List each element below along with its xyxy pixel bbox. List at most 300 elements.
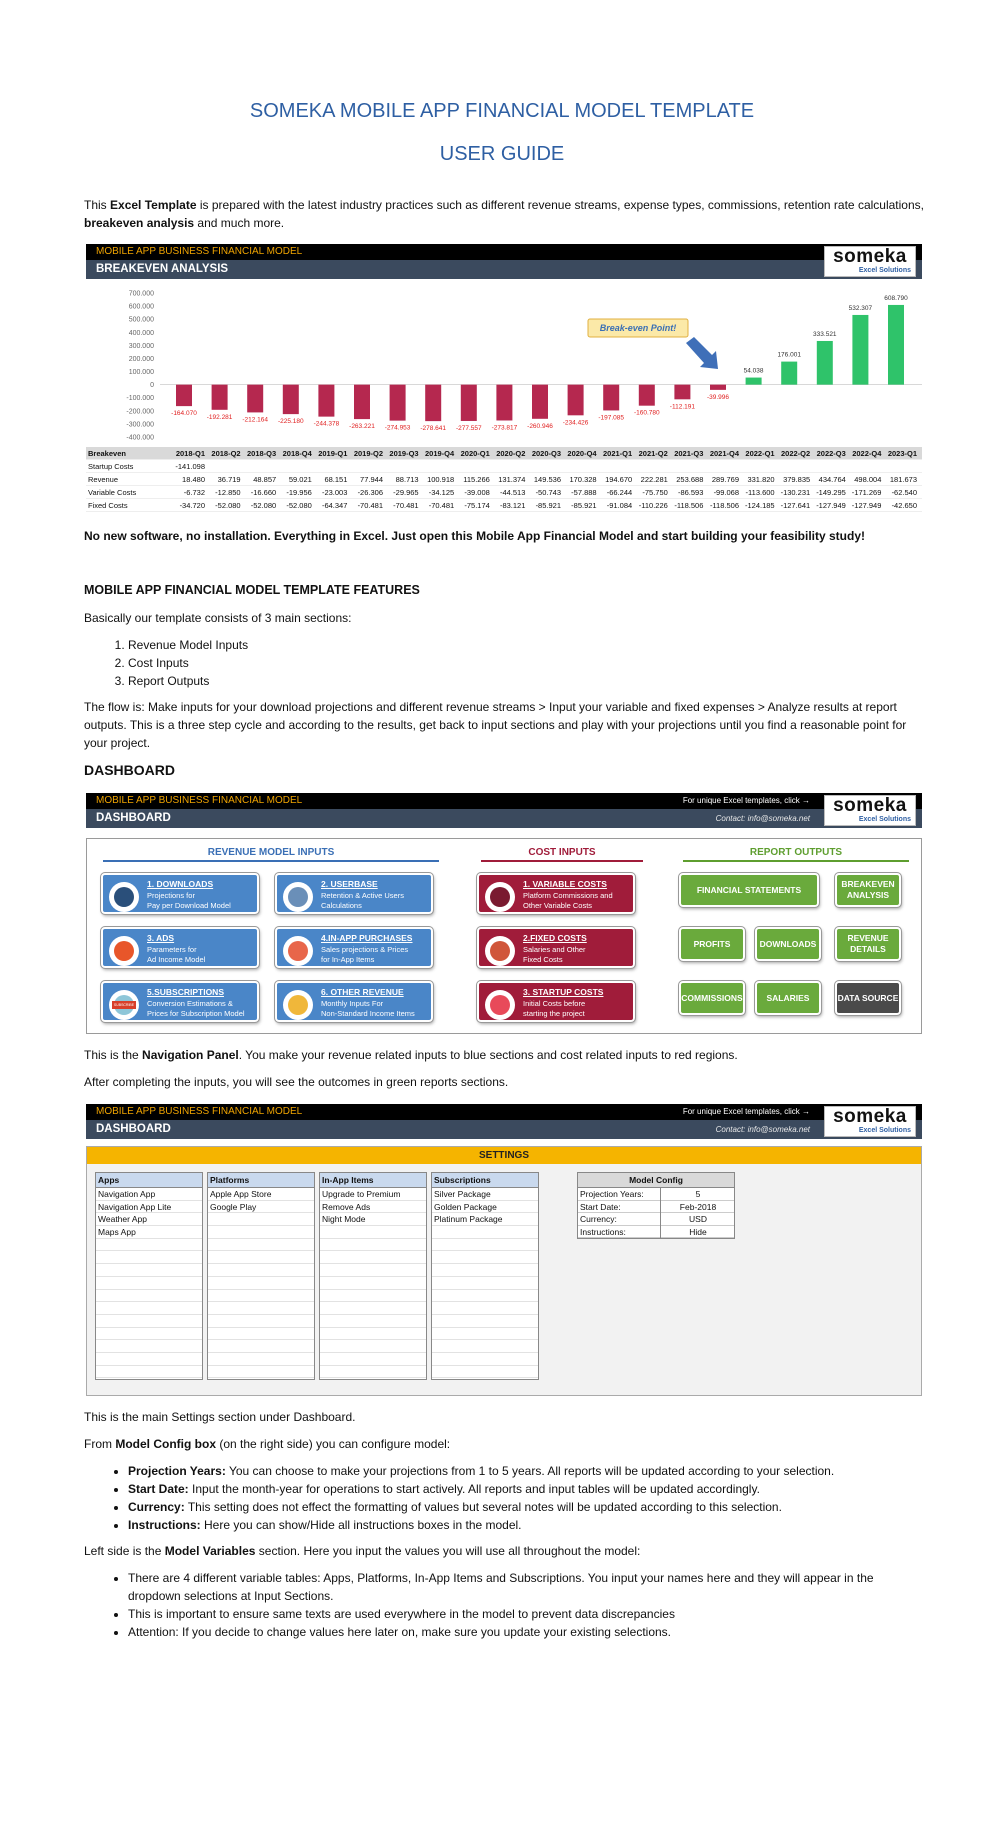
intro-text: is prepared with the latest industry practices such as different revenue streams, expense types, commissions, retention rate calculations, [199,198,924,212]
downloads-tile[interactable] [101,873,259,914]
chart-bar [817,341,833,385]
bar-value-label: -197.085 [598,414,625,422]
tile-subtitle: Initial Costs before starting the project [523,999,586,1018]
bar-value-label: -234.426 [562,419,589,427]
bar-value-label: 333.521 [813,330,837,338]
table-header-cell: 2023-Q1 [887,449,917,458]
in-app-purchases-tile[interactable] [275,927,433,968]
variable-table-cell[interactable]: Silver Package [432,1188,538,1201]
model-config-header: Model Config [578,1173,734,1188]
logo-main-text: someka [833,246,907,267]
variable-table-cell[interactable]: Weather App [96,1213,202,1226]
y-tick-label: 200.000 [128,355,154,363]
tile-title: 2. USERBASE [321,879,378,889]
table-row [86,486,922,499]
table-cell: -16.660 [250,488,277,497]
navigation-panel [86,838,922,1034]
variable-table-cell[interactable] [320,1251,426,1264]
users-icon [283,882,313,912]
table-cell: -127.949 [851,501,882,510]
table-cell: -110.226 [638,501,668,510]
table-cell: -23.003 [321,488,348,497]
table-cell: -62.540 [891,488,917,497]
table-header-cell: 2019-Q4 [425,449,455,458]
y-tick-label: 400.000 [128,329,154,337]
chart-bar [852,315,868,385]
variable-table-apps [95,1172,203,1380]
chart-bar [496,385,512,421]
chart-bar [888,305,904,385]
intro-bold-breakeven: breakeven analysis [84,216,195,230]
cloud-download-icon [109,882,139,912]
table-row [86,473,922,486]
table-cell: -83.121 [499,501,526,510]
variable-table-cell[interactable]: Navigation App [96,1188,202,1201]
table-cell: -34.125 [428,488,455,497]
banner-top-text: MOBILE APP BUSINESS FINANCIAL MODEL [96,795,303,806]
table-cell: 68.151 [324,475,348,484]
variable-table-cell[interactable] [320,1315,426,1328]
tile-title: 5.SUBSCRIPTIONS [147,987,224,997]
chart-bar [674,385,690,400]
table-cell: 131.374 [498,475,526,484]
table-header-cell: 2021-Q4 [709,449,739,458]
table-header-cell: 2020-Q3 [531,449,561,458]
table-cell: 48.857 [253,475,277,484]
table-cell: -85.921 [571,501,597,510]
variable-table-cell[interactable] [320,1290,426,1303]
table-cell: -171.269 [851,488,882,497]
table-header-cell: 2018-Q3 [247,449,277,458]
variable-costs-tile[interactable] [477,873,635,914]
banner-bottom-text: BREAKEVEN ANALYSIS [96,263,229,275]
table-header-cell: 2019-Q1 [318,449,348,458]
doc-subtitle: USER GUIDE [439,143,565,165]
chart-bar [318,385,334,417]
variable-table-cell[interactable] [432,1302,538,1315]
arrow-icon [686,337,718,369]
table-cell: 222.281 [640,475,668,484]
variable-table-cell[interactable] [432,1290,538,1303]
variable-table-cell[interactable] [432,1277,538,1290]
someka-logo [824,246,916,277]
banner-bottom-text: DASHBOARD [96,812,171,824]
table-cell: -26.306 [357,488,383,497]
tile-title: 1. VARIABLE COSTS [523,879,607,889]
table-cell: -66.244 [606,488,633,497]
variable-table-cell[interactable] [208,1366,314,1379]
bar-value-label: -278.641 [420,425,447,433]
list-item: • This is important to ensure same texts are used everywhere in the model to prevent data discrepancies [128,1605,906,1623]
model-config-value[interactable]: Hide [660,1226,735,1239]
doc-title: SOMEKA MOBILE APP FINANCIAL MODEL TEMPLATE [249,100,755,122]
table-cell: -118.506 [709,501,739,510]
report-outputs-heading: REPORT OUTPUTS [683,847,909,862]
y-tick-label: 700.000 [128,290,154,298]
table-row [86,460,922,473]
table-cell: -42.650 [891,501,917,510]
variable-table-cell[interactable]: Night Mode [320,1213,426,1226]
bar-value-label: 176.001 [777,351,801,359]
chart-bar [176,385,192,406]
table-cell: -70.481 [357,501,383,510]
variable-table-cell[interactable] [96,1290,202,1303]
logo-sub-text: Excel Solutions [858,1127,911,1134]
bar-value-label: 54.038 [743,367,764,375]
table-cell: -34.720 [179,501,205,510]
banner-top [86,244,922,260]
variable-table-cell[interactable] [432,1340,538,1353]
table-cell: 379.835 [783,475,811,484]
table-row-label: Fixed Costs [88,501,128,510]
table-cell: -57.888 [571,488,597,497]
table-cell: 59.021 [288,475,312,484]
variable-table-cell[interactable] [432,1239,538,1252]
y-tick-label: -100.000 [126,395,154,403]
contact-text: Contact: info@someka.net [715,814,810,823]
bar-value-label: 608.790 [884,294,908,302]
table-cell: -29.965 [393,488,419,497]
list-item: • Attention: If you decide to change values here later on, make sure you update your existing selections. [128,1623,906,1641]
variable-table-cell[interactable] [208,1226,314,1239]
list-item: • There are 4 different variable tables: Apps, Platforms, In-App Items and Subscriptions. You input your names here and they will appear in the dropdown selections at Input Sections. [128,1569,906,1605]
model-config-row [578,1213,734,1226]
table-cell: 170.328 [569,475,597,484]
variable-table-cell[interactable] [208,1353,314,1366]
variable-table-cell[interactable]: Platinum Package [432,1213,538,1226]
variable-table-in-app-items [319,1172,427,1380]
shopping-basket-icon [283,936,313,966]
settings-paragraph-3: Left side is the Model Variables section. Here you input the values you will use all throughout the model: [84,1544,641,1558]
chart-bar [639,385,655,406]
banner-bottom-text: DASHBOARD [96,1123,171,1135]
banner-top [86,1104,922,1120]
table-cell: 88.713 [395,475,419,484]
bar-value-label: -212.164 [242,416,269,424]
table-row [86,499,922,512]
variable-table-cell[interactable] [208,1290,314,1303]
breakeven-banner [86,244,922,279]
variable-table-cell[interactable] [208,1213,314,1226]
dashboard-banner [86,793,922,828]
downloads-button[interactable]: DOWNLOADS [755,927,821,961]
promo-link[interactable]: For unique Excel templates, click → [682,1107,810,1116]
list-item: 1. Revenue Model Inputs [128,636,906,654]
someka-logo[interactable] [824,795,916,826]
list-item: 2. Cost Inputs [128,654,906,672]
table-cell: -52.080 [215,501,241,510]
table-cell: -130.231 [780,488,811,497]
chart-bar [354,385,370,419]
tile-subtitle: Projections for Pay per Download Model [147,891,231,910]
table-header-cell: 2022-Q2 [781,449,811,458]
table-cell: 194.670 [605,475,633,484]
table-cell: -19.956 [286,488,312,497]
coins-icon [283,990,313,1020]
variable-table-cell[interactable] [208,1239,314,1252]
y-tick-label: 0 [150,382,154,390]
data-source-button[interactable]: DATA SOURCE [835,981,901,1015]
breakeven-chart-svg [86,285,922,445]
variable-table-cell[interactable] [96,1277,202,1290]
model-config-label: Start Date: [580,1201,621,1212]
tile-title: 6. OTHER REVENUE [321,987,404,997]
variable-table-cell[interactable]: Remove Ads [320,1201,426,1214]
table-cell: 289.769 [711,475,739,484]
table-cell: -127.641 [780,501,811,510]
tile-title: 3. ADS [147,933,175,943]
table-cell: -70.481 [393,501,419,510]
variable-table-cell[interactable] [96,1366,202,1379]
variable-table-cell[interactable]: Navigation App Lite [96,1201,202,1214]
variable-table-cell[interactable] [320,1366,426,1379]
variable-table-cell[interactable] [96,1302,202,1315]
tile-subtitle: Salaries and Other Fixed Costs [523,945,586,964]
bar-value-label: -263.221 [349,423,375,431]
bar-value-label: -244.378 [313,420,340,428]
startup-costs-tile[interactable] [477,981,635,1022]
table-cell: -50.743 [535,488,561,497]
config-bullets [106,1462,906,1534]
model-config-bold: Model Config box [115,1437,216,1451]
y-tick-label: 600.000 [128,303,154,311]
variable-table-cell[interactable] [96,1251,202,1264]
tile-title: 1. DOWNLOADS [147,879,214,889]
settings-banner [86,1104,922,1139]
variable-table-cell[interactable] [432,1328,538,1341]
profits-button[interactable]: PROFITS [679,927,745,961]
model-config-row [578,1201,734,1214]
table-cell: 149.536 [533,475,561,484]
table-cell: 498.004 [854,475,882,484]
table-cell: 100.918 [427,475,455,484]
table-cell: -75.750 [642,488,668,497]
table-header-cell: 2019-Q3 [389,449,419,458]
y-tick-label: 300.000 [128,342,154,350]
table-row-label: Startup Costs [88,462,134,471]
table-cell: -91.084 [606,501,633,510]
bar-value-label: -225.180 [277,418,304,426]
logo-main-text: someka [833,795,907,816]
cash-register-icon [485,936,515,966]
userbase-tile[interactable] [275,873,433,914]
financial-statements-button[interactable]: FINANCIAL STATEMENTS [679,873,819,907]
banner-bottom [86,1120,922,1139]
y-tick-label: -400.000 [126,434,154,442]
table-cell: 331.820 [747,475,775,484]
table-cell: -113.600 [745,488,775,497]
list-item: • Projection Years: You can choose to make your projections from 1 to 5 years. All reports will be updated according to your selection. [128,1462,906,1480]
tile-subtitle: Sales projections & Prices for In-App Items [321,945,409,964]
nav-paragraph: This is the Navigation Panel. You make your revenue related inputs to blue sections and cost related inputs to red regions. [84,1048,738,1062]
table-header-cell: 2022-Q4 [852,449,882,458]
table-header-cell: 2018-Q2 [211,449,241,458]
subscribe-badge-text: SUBSCRIBE [113,1003,135,1007]
bar-value-label: -160.780 [633,409,660,417]
bar-value-label: -112.191 [669,403,695,411]
variable-table-platforms [207,1172,315,1380]
y-tick-label: 500.000 [128,316,154,324]
intro-prefix: This [84,198,107,212]
table-cell: -85.921 [535,501,561,510]
revenue-details-button[interactable]: REVENUE DETAILS [835,927,901,961]
variable-table-cell[interactable] [320,1277,426,1290]
bar-value-label: -277.557 [455,424,482,432]
breakeven-analysis-button[interactable]: BREAKEVEN ANALYSIS [835,873,901,907]
table-cell: -124.185 [744,501,775,510]
table-cell: 253.688 [676,475,704,484]
megaphone-icon [109,936,139,966]
table-header-cell: 2021-Q2 [638,449,668,458]
chart-bar [568,385,584,416]
banner-top-text: MOBILE APP BUSINESS FINANCIAL MODEL [96,1106,303,1117]
logo-main-text: someka [833,1106,907,1127]
table-cell: 77.944 [360,475,383,484]
variable-table-cell[interactable] [96,1264,202,1277]
variable-table-cell[interactable] [208,1340,314,1353]
table-cell: -149.295 [816,488,846,497]
table-cell: -52.080 [250,501,277,510]
variable-table-cell[interactable] [320,1353,426,1366]
list-item: • Currency: This setting does not effect the formatting of values but several notes will be updated according to this selection. [128,1498,906,1516]
variable-table-cell[interactable] [320,1302,426,1315]
tile-title: 2.FIXED COSTS [523,933,587,943]
rocket-icon [485,990,515,1020]
chart-bar [212,385,228,410]
fixed-costs-tile[interactable] [477,927,635,968]
list-item: 3. Report Outputs [128,672,906,690]
variable-table-cell[interactable] [320,1239,426,1252]
variable-table-cell[interactable]: Apple App Store [208,1188,314,1201]
variable-table-cell[interactable] [432,1251,538,1264]
chart-bar [461,385,477,421]
tile-subtitle: Platform Commissions and Other Variable Costs [523,891,613,910]
variable-table-cell[interactable] [208,1264,314,1277]
variable-table-cell[interactable] [432,1315,538,1328]
model-config-value[interactable]: USD [660,1213,735,1226]
salaries-button[interactable]: SALARIES [755,981,821,1015]
model-variables-bold: Model Variables [164,1544,256,1558]
variable-table-cell[interactable] [96,1353,202,1366]
table-header-cell: 2021-Q3 [674,449,704,458]
bar-value-label: -164.070 [171,410,197,418]
list-item: • Instructions: Here you can show/Hide all instructions boxes in the model. [128,1516,906,1534]
chart-bar [247,385,263,413]
variable-table-cell[interactable]: Upgrade to Premium [320,1188,426,1201]
table-cell: -64.347 [321,501,348,510]
variable-table-subscriptions [431,1172,539,1380]
table-header-cell: 2022-Q3 [816,449,846,458]
chart-bar [532,385,548,419]
variable-table-cell[interactable] [432,1353,538,1366]
variable-table-cell[interactable] [208,1277,314,1290]
variable-table-cell[interactable] [208,1302,314,1315]
someka-logo[interactable] [824,1106,916,1137]
dashboard-heading: DASHBOARD [84,762,175,778]
model-config-value[interactable]: 5 [660,1188,735,1201]
bar-value-label: 532.307 [848,304,873,312]
bar-value-label: -39.996 [706,393,730,401]
variable-table-cell[interactable] [96,1315,202,1328]
intro-paragraph [84,196,924,232]
model-config-value[interactable]: Feb-2018 [660,1201,735,1214]
subscriptions-tile[interactable] [101,981,259,1022]
variable-table-cell[interactable]: Golden Package [432,1201,538,1214]
y-tick-label: -200.000 [126,408,154,416]
variable-table-cell[interactable] [96,1340,202,1353]
table-cell: -127.949 [816,501,846,510]
variable-table-cell[interactable] [208,1328,314,1341]
variable-table-cell[interactable] [320,1340,426,1353]
table-header-label[interactable]: Breakeven [88,449,126,458]
list-item: • Start Date: Input the month-year for operations to start actively. All reports and input tables will be updated accordingly. [128,1480,906,1498]
tile-subtitle: Parameters for Ad Income Model [147,945,206,964]
logo-sub-text: Excel Solutions [858,816,911,823]
model-config-box [577,1172,735,1239]
promo-link[interactable]: For unique Excel templates, click → [682,796,810,805]
bar-value-label: -273.817 [491,424,518,432]
model-config-row [578,1188,734,1201]
variable-table-cell[interactable] [320,1328,426,1341]
variable-table-header: In-App Items [320,1173,426,1188]
break-even-annotation [588,319,718,369]
variable-table-cell[interactable] [208,1315,314,1328]
breakeven-chart [86,285,922,445]
variable-table-header: Subscriptions [432,1173,538,1188]
banner-bottom [86,260,922,279]
table-cell: -70.481 [428,501,455,510]
table-cell: -86.593 [677,488,704,497]
tile-subtitle: Conversion Estimations & Prices for Subscription Model [147,999,245,1018]
variable-table-cell[interactable] [96,1239,202,1252]
chart-bar [390,385,406,421]
revenue-inputs-heading: REVENUE MODEL INPUTS [103,847,439,862]
intro-bold-excel-template: Excel Template [110,198,197,212]
bar-value-label: -192.281 [206,413,233,421]
chart-bar [603,385,619,411]
table-header-cell: 2022-Q1 [745,449,775,458]
features-list [106,636,906,690]
gear-icon [485,882,515,912]
ads-tile[interactable] [101,927,259,968]
variable-table-cell[interactable] [432,1226,538,1239]
variable-table-cell[interactable]: Maps App [96,1226,202,1239]
variable-table-cell[interactable] [320,1264,426,1277]
table-header-cell: 2020-Q1 [460,449,490,458]
chart-bar [425,385,441,421]
other-revenue-tile[interactable] [275,981,433,1022]
tile-subtitle: Monthly Inputs For Non-Standard Income Items [321,999,415,1018]
model-config-label: Instructions: [580,1226,626,1237]
variable-table-cell[interactable]: Google Play [208,1201,314,1214]
variable-table-cell[interactable] [208,1251,314,1264]
table-row-label: Revenue [88,475,119,484]
settings-bar: SETTINGS [87,1147,921,1164]
variable-table-cell[interactable] [432,1366,538,1379]
variable-table-cell[interactable] [96,1328,202,1341]
nav-bold: Navigation Panel [142,1048,239,1062]
variable-table-cell[interactable] [320,1226,426,1239]
variable-table-header: Apps [96,1173,202,1188]
tile-title: 3. STARTUP COSTS [523,987,604,997]
table-cell: -75.174 [464,501,490,510]
chart-bar [781,362,797,385]
variable-table-cell[interactable] [432,1264,538,1277]
chart-bar [283,385,299,414]
table-header-row [86,447,922,460]
commissions-button[interactable]: COMMISSIONS [679,981,745,1015]
tile-title: 4.IN-APP PURCHASES [321,933,413,943]
